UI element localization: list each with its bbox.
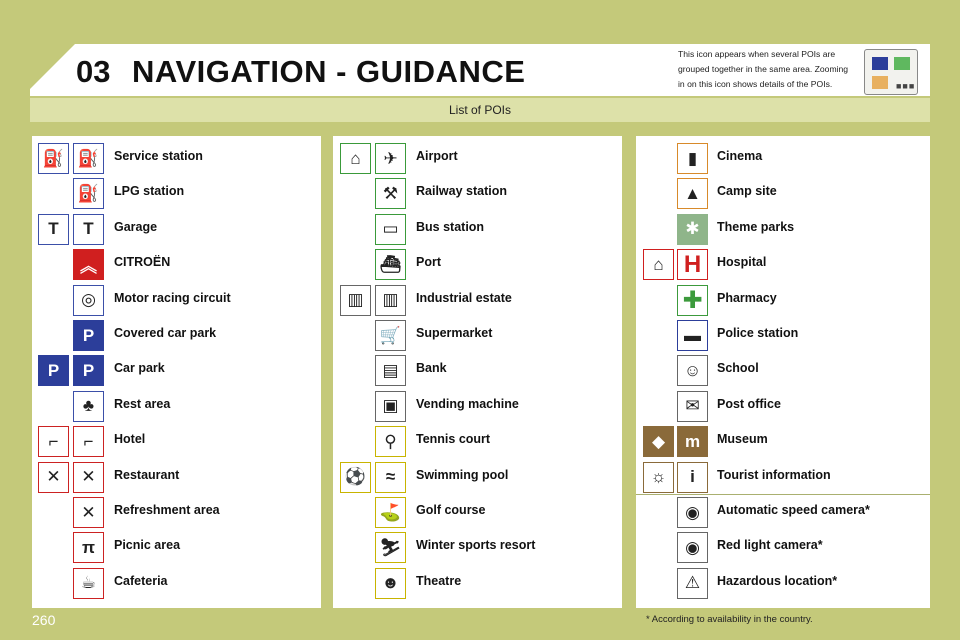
poi-column-1 [32,136,321,608]
hammer-icon: T [38,214,69,245]
poi-label: Supermarket [416,326,493,340]
poi-label: Rest area [114,396,171,411]
factory-icon: ▥ [375,285,406,316]
school-children-icon: ☺ [677,355,708,386]
swimmer-icon: ≈ [375,462,406,493]
envelope-icon: ✉ [677,391,708,422]
poi-label: Bank [416,361,447,376]
poi-label: Covered car park [114,326,217,340]
lpg-pump-icon: ⛽ [73,178,104,209]
poi-row [333,141,622,176]
list-subtitle: List of POIs [30,98,930,122]
poi-row [32,247,321,282]
poi-label: School [717,361,759,376]
poi-label: Hazardous location* [717,573,838,588]
poi-label: Automatic speed camera* [717,503,870,517]
warning-triangle-icon: ⚠ [677,568,708,599]
poi-row [333,212,622,247]
poi-row [636,566,930,601]
poi-group-icon: ■■■ [864,49,918,95]
poi-label: Restaurant [114,467,180,482]
monument-icon: ◆ [643,426,674,457]
poi-label: Tennis court [416,432,491,447]
poi-label: CITROËN [114,255,171,270]
race-circuit-icon: ◎ [73,285,104,316]
poi-row [32,283,321,318]
poi-label: Museum [717,432,768,447]
airplane-icon: ✈ [375,143,406,174]
poi-label: Service station [114,149,203,163]
poi-label: LPG station [114,184,185,199]
bank-note-icon: ▤ [375,355,406,386]
film-icon: ▮ [677,143,708,174]
poi-row [333,318,622,353]
parking-icon: P [38,355,69,386]
poi-row [636,141,930,176]
poi-column-2 [333,136,622,608]
poi-row [333,353,622,388]
shopping-cart-icon: 🛒 [375,320,406,351]
poi-row [636,389,930,424]
poi-row [636,353,930,388]
poi-label: Tourist information [717,467,831,482]
chapter-number: 03 [76,54,111,89]
poi-label: Swimming pool [416,467,509,482]
poi-row [32,318,321,353]
poi-label: Cafeteria [114,573,168,588]
poi-row [636,212,930,247]
poi-label: Airport [416,149,458,163]
poi-row [333,460,622,495]
bus-icon: ▭ [375,214,406,245]
sports-icon: ⚽ [340,462,371,493]
poi-row [333,283,622,318]
fuel-pump-icon: ⛽ [73,143,104,174]
skier-icon: ⛷ [375,532,406,563]
poi-label: Theme parks [717,219,795,234]
covered-parking-icon: P [73,320,104,351]
poi-label: Police station [717,326,799,340]
hospital-h-icon: H [677,249,708,280]
poi-label: Car park [114,361,165,376]
bed-icon: ⌐ [38,426,69,457]
poi-row [636,424,930,459]
poi-label: Refreshment area [114,503,220,517]
poi-label: Hospital [717,255,767,270]
poi-row [32,212,321,247]
tent-icon: ▲ [677,178,708,209]
poi-label: Golf course [416,503,486,517]
cutlery-icon: ✕ [73,462,104,493]
parking-icon: P [73,355,104,386]
bed-icon: ⌐ [73,426,104,457]
poi-row [32,141,321,176]
poi-row [636,530,930,565]
citroen-chevrons-icon: ︽ [73,249,104,280]
divider [636,494,930,495]
trees-icon: ♣ [73,391,104,422]
train-icon: ⚒ [375,178,406,209]
picnic-table-icon: π [73,532,104,563]
poi-row [636,283,930,318]
cutlery-icon: ✕ [38,462,69,493]
red-light-camera-icon: ◉ [677,532,708,563]
poi-row [32,424,321,459]
atm-icon: ▣ [375,391,406,422]
poi-label: Hotel [114,432,146,447]
terminal-icon: ⌂ [340,143,371,174]
poi-label: Vending machine [416,396,519,411]
poi-row [333,495,622,530]
ship-icon: ⛴ [375,249,406,280]
poi-column-3 [636,136,930,608]
info-i-icon: i [677,462,708,493]
poi-label: Winter sports resort [416,538,536,553]
page-number: 260 [32,612,56,628]
poi-label: Pharmacy [717,290,777,305]
poi-label: Garage [114,219,158,234]
poi-label: Camp site [717,184,777,199]
poi-row [333,389,622,424]
poi-label: Cinema [717,149,763,163]
theatre-icon: ☻ [375,568,406,599]
sightseeing-icon: ☼ [643,462,674,493]
poi-label: Theatre [416,573,462,588]
tennis-player-icon: ⚲ [375,426,406,457]
museum-m-icon: m [677,426,708,457]
poi-row [32,530,321,565]
poi-group-note: This icon appears when several POIs are grouped together in the same area. Zooming in on this icon shows details of the POIs. [678,49,849,89]
poi-label: Port [416,255,441,270]
refreshment-icon: ✕ [73,497,104,528]
hammer-icon: T [73,214,104,245]
poi-row [32,176,321,211]
poi-row [32,460,321,495]
poi-row [636,176,930,211]
poi-label: Railway station [416,184,507,199]
poi-label: Red light camera* [717,538,823,553]
poi-row [32,566,321,601]
poi-row [32,495,321,530]
coffee-cup-icon: ☕ [73,568,104,599]
poi-row [333,530,622,565]
footnote: * According to availability in the country. [646,614,813,625]
theme-park-icon: ✱ [677,214,708,245]
poi-row [32,389,321,424]
poi-label: Motor racing circuit [114,290,231,305]
poi-row [333,566,622,601]
page-title: NAVIGATION - GUIDANCE [132,54,526,89]
poi-row [333,176,622,211]
poi-row [32,353,321,388]
poi-label: Industrial estate [416,290,512,305]
poi-label: Bus station [416,219,485,234]
poi-row [333,424,622,459]
factory-icon: ▥ [340,285,371,316]
poi-row [636,495,930,530]
speed-camera-icon: ◉ [677,497,708,528]
police-icon: ▬ [677,320,708,351]
fuel-pump-icon: ⛽ [38,143,69,174]
institution-icon: ⌂ [643,249,674,280]
golfer-icon: ⛳ [375,497,406,528]
poi-row [636,318,930,353]
poi-row [636,247,930,282]
poi-label: Post office [717,396,781,411]
poi-row [333,247,622,282]
poi-row [636,460,930,495]
pharmacy-cross-icon: ✚ [677,285,708,316]
poi-label: Picnic area [114,538,181,553]
